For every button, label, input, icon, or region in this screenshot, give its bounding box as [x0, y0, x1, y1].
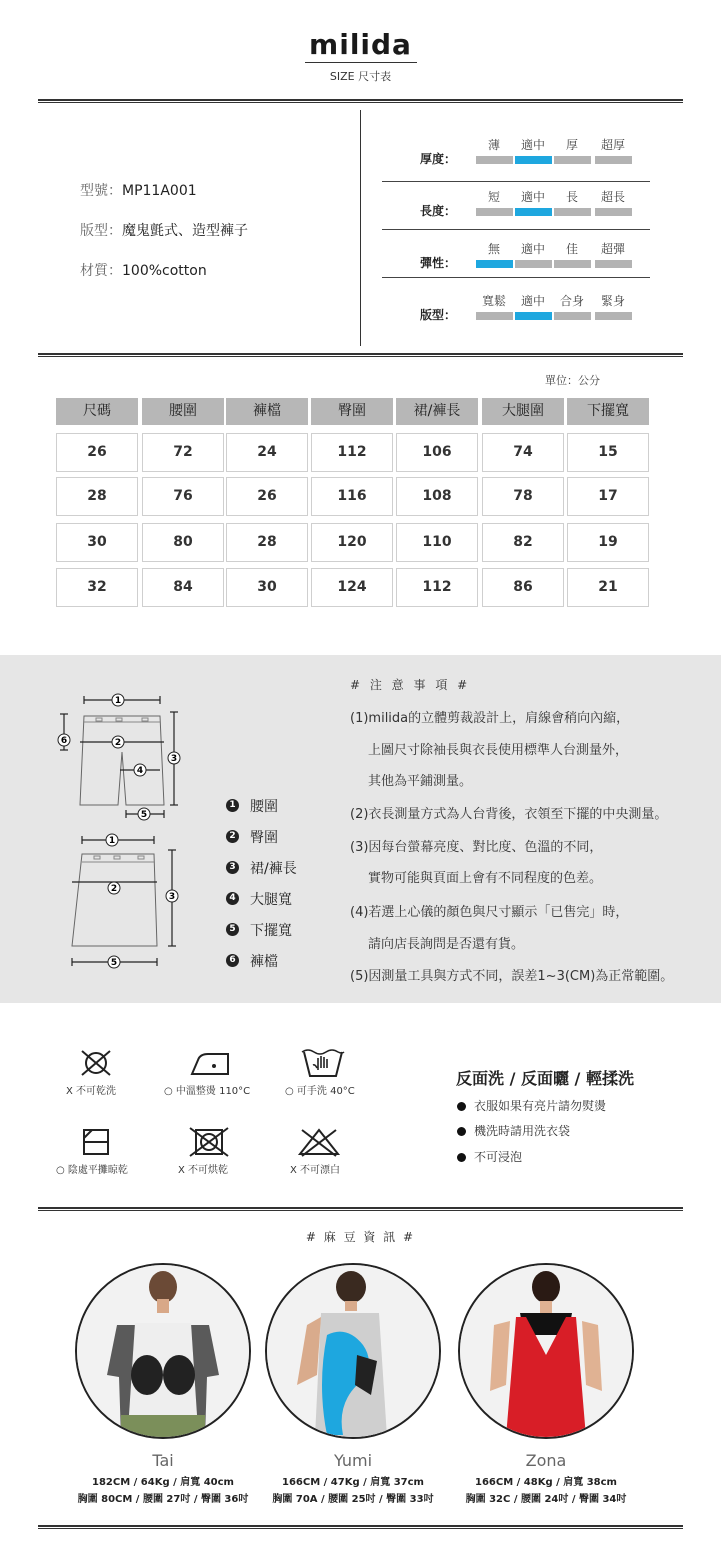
attr-option: 無 [487, 242, 500, 256]
attr-option: 超彈 [600, 242, 625, 256]
attr-option: 短 [487, 190, 500, 204]
note-line: 其他為平鋪測量。 [368, 774, 473, 789]
svg-text:4: 4 [136, 766, 144, 776]
svg-text:1: 1 [114, 696, 122, 706]
table-cell: 110 [396, 523, 478, 562]
table-cell: 28 [226, 523, 308, 562]
table-header-cell: 下擺寬 [567, 398, 649, 425]
attr-level-selected [515, 312, 552, 320]
attr-level-selected [515, 208, 552, 216]
attr-option: 厚 [565, 138, 578, 152]
info-divider [360, 110, 361, 346]
table-cell: 82 [482, 523, 564, 562]
care-label: ○ 陰處平攤晾乾 [56, 1165, 128, 1176]
legend-label: 褲檔 [250, 954, 278, 970]
shade-dry-icon [82, 1128, 110, 1156]
legend-label: 臀圍 [250, 830, 278, 846]
model-stats: 166CM / 48Kg / 肩寬 38cm [475, 1477, 617, 1488]
attr-level [595, 260, 632, 268]
attr-option: 薄 [487, 138, 500, 152]
divider-top [38, 99, 683, 103]
legend-number: 3 [226, 861, 239, 874]
model-stats: 182CM / 64Kg / 肩寬 40cm [92, 1477, 234, 1488]
attr-option: 適中 [520, 294, 545, 308]
attr-level [554, 208, 591, 216]
table-cell: 106 [396, 433, 478, 472]
table-cell: 28 [56, 477, 138, 516]
note-line: (1)milida的立體剪裁設計上，肩線會稍向內縮， [350, 711, 630, 726]
legend-number: 5 [226, 923, 239, 936]
attr-separator [382, 181, 650, 182]
page-subtitle: SIZE 尺寸表 [329, 70, 392, 83]
attr-option: 合身 [559, 294, 584, 308]
care-title: 反面洗 / 反面曬 / 輕揉洗 [456, 1069, 634, 1088]
legend-number: 1 [226, 799, 239, 812]
no-dry-clean-icon [78, 1048, 114, 1078]
attr-option: 寬鬆 [481, 294, 506, 308]
care-label: X 不可烘乾 [178, 1165, 229, 1176]
model-photo-tai [75, 1263, 251, 1439]
care-label: ○ 可手洗 40°C [285, 1086, 355, 1097]
table-cell: 112 [396, 568, 478, 607]
svg-text:2: 2 [114, 738, 122, 748]
iron-icon [188, 1048, 232, 1078]
attr-separator [382, 277, 650, 278]
attr-level [595, 208, 632, 216]
svg-text:5: 5 [140, 810, 148, 820]
attr-level-selected [476, 260, 513, 268]
divider-bottom [38, 1525, 683, 1529]
table-cell: 124 [311, 568, 393, 607]
models-title: # 麻 豆 資 訊 # [305, 1230, 416, 1244]
legend-label: 裙/褲長 [250, 861, 297, 877]
table-cell: 72 [142, 433, 224, 472]
note-line: 請向店長詢問是否還有貨。 [368, 937, 525, 952]
model-name: Zona [525, 1451, 567, 1470]
legend-label: 大腿寬 [250, 892, 292, 908]
svg-text:5: 5 [110, 958, 118, 968]
attr-separator [382, 229, 650, 230]
table-header-cell: 褲檔 [226, 398, 308, 425]
attr-level [476, 156, 513, 164]
table-cell: 26 [56, 433, 138, 472]
note-line: (5)因測量工具與方式不同，誤差1~3(CM)為正常範圍。 [350, 969, 674, 984]
model-photo-yumi [265, 1263, 441, 1439]
table-cell: 86 [482, 568, 564, 607]
svg-text:6: 6 [60, 736, 68, 746]
unit-label: 單位：公分 [545, 374, 600, 387]
model-measurements: 胸圍 32C / 腰圍 24吋 / 臀圍 34吋 [465, 1494, 627, 1505]
svg-text:1: 1 [108, 836, 116, 846]
attr-level-selected [515, 156, 552, 164]
attr-level [554, 156, 591, 164]
table-cell: 116 [311, 477, 393, 516]
attr-level [476, 208, 513, 216]
table-header-cell: 尺碼 [56, 398, 138, 425]
table-cell: 74 [482, 433, 564, 472]
attr-label: 彈性： [420, 256, 457, 270]
attr-level [515, 260, 552, 268]
material: 材質：100%cotton [80, 263, 207, 279]
attr-option: 適中 [520, 242, 545, 256]
note-line: (2)衣長測量方式為人台背後，衣領至下擺的中央測量。 [350, 807, 668, 822]
brand-logo: milida [309, 28, 412, 61]
table-cell: 80 [142, 523, 224, 562]
care-label: X 不可乾洗 [66, 1086, 117, 1097]
attr-option: 超長 [600, 190, 625, 204]
table-header-cell: 大腿圍 [482, 398, 564, 425]
table-cell: 24 [226, 433, 308, 472]
table-header-cell: 臀圍 [311, 398, 393, 425]
care-note: 衣服如果有亮片請勿熨燙 [457, 1097, 606, 1114]
no-tumble-dry-icon [188, 1126, 230, 1158]
table-cell: 78 [482, 477, 564, 516]
divider-care [38, 1207, 683, 1211]
legend-number: 4 [226, 892, 239, 905]
note-line: 上圖尺寸除袖長與衣長使用標準人台測量外， [368, 743, 629, 758]
table-cell: 112 [311, 433, 393, 472]
attr-option: 長 [565, 190, 578, 204]
no-bleach-icon [296, 1126, 342, 1158]
svg-text:3: 3 [168, 892, 176, 902]
fit-type: 版型：魔鬼氈式、造型褲子 [80, 223, 248, 239]
model-name: Tai [152, 1451, 174, 1470]
divider-mid [38, 353, 683, 357]
attr-level [554, 260, 591, 268]
legend-number: 2 [226, 830, 239, 843]
table-cell: 120 [311, 523, 393, 562]
table-header-cell: 裙/褲長 [396, 398, 478, 425]
attr-label: 版型： [420, 308, 457, 322]
model-number: 型號：MP11A001 [80, 183, 197, 199]
table-cell: 26 [226, 477, 308, 516]
table-cell: 17 [567, 477, 649, 516]
attr-option: 超厚 [600, 138, 625, 152]
attr-option: 緊身 [600, 294, 625, 308]
note-line: 實物可能與頁面上會有不同程度的色差。 [368, 871, 603, 886]
table-cell: 32 [56, 568, 138, 607]
attr-option: 適中 [520, 138, 545, 152]
table-cell: 76 [142, 477, 224, 516]
care-label: X 不可漂白 [290, 1165, 341, 1176]
attr-level [595, 312, 632, 320]
table-cell: 108 [396, 477, 478, 516]
attr-label: 厚度： [420, 152, 457, 166]
table-header-cell: 腰圍 [142, 398, 224, 425]
svg-text:2: 2 [110, 884, 118, 894]
table-cell: 21 [567, 568, 649, 607]
model-measurements: 胸圍 70A / 腰圍 25吋 / 臀圍 33吋 [272, 1494, 434, 1505]
notes-title: # 注 意 事 項 # [350, 678, 471, 692]
attr-level [476, 312, 513, 320]
attr-option: 適中 [520, 190, 545, 204]
attr-level [554, 312, 591, 320]
model-photo-zona [458, 1263, 634, 1439]
care-label: ○ 中溫整燙 110°C [164, 1086, 251, 1097]
model-name: Yumi [333, 1451, 373, 1470]
legend-number: 6 [226, 954, 239, 967]
table-cell: 30 [226, 568, 308, 607]
brand-underline [305, 62, 417, 63]
hand-wash-icon [300, 1046, 346, 1080]
attr-option: 佳 [565, 242, 578, 256]
svg-text:3: 3 [170, 754, 178, 764]
care-note: 不可浸泡 [457, 1148, 522, 1165]
care-note: 機洗時請用洗衣袋 [457, 1122, 570, 1139]
model-measurements: 胸圍 80CM / 腰圍 27吋 / 臀圍 36吋 [77, 1494, 249, 1505]
table-cell: 30 [56, 523, 138, 562]
note-line: (3)因每台螢幕亮度、對比度、色溫的不同， [350, 840, 603, 855]
table-cell: 19 [567, 523, 649, 562]
attr-label: 長度： [420, 204, 457, 218]
model-stats: 166CM / 47Kg / 肩寬 37cm [282, 1477, 424, 1488]
note-line: (4)若選上心儀的顏色與尺寸顯示「已售完」時， [350, 905, 629, 920]
legend-label: 下擺寬 [250, 923, 292, 939]
measurement-diagram [54, 690, 204, 974]
table-cell: 15 [567, 433, 649, 472]
table-cell: 84 [142, 568, 224, 607]
legend-label: 腰圍 [250, 799, 278, 815]
attr-level [595, 156, 632, 164]
